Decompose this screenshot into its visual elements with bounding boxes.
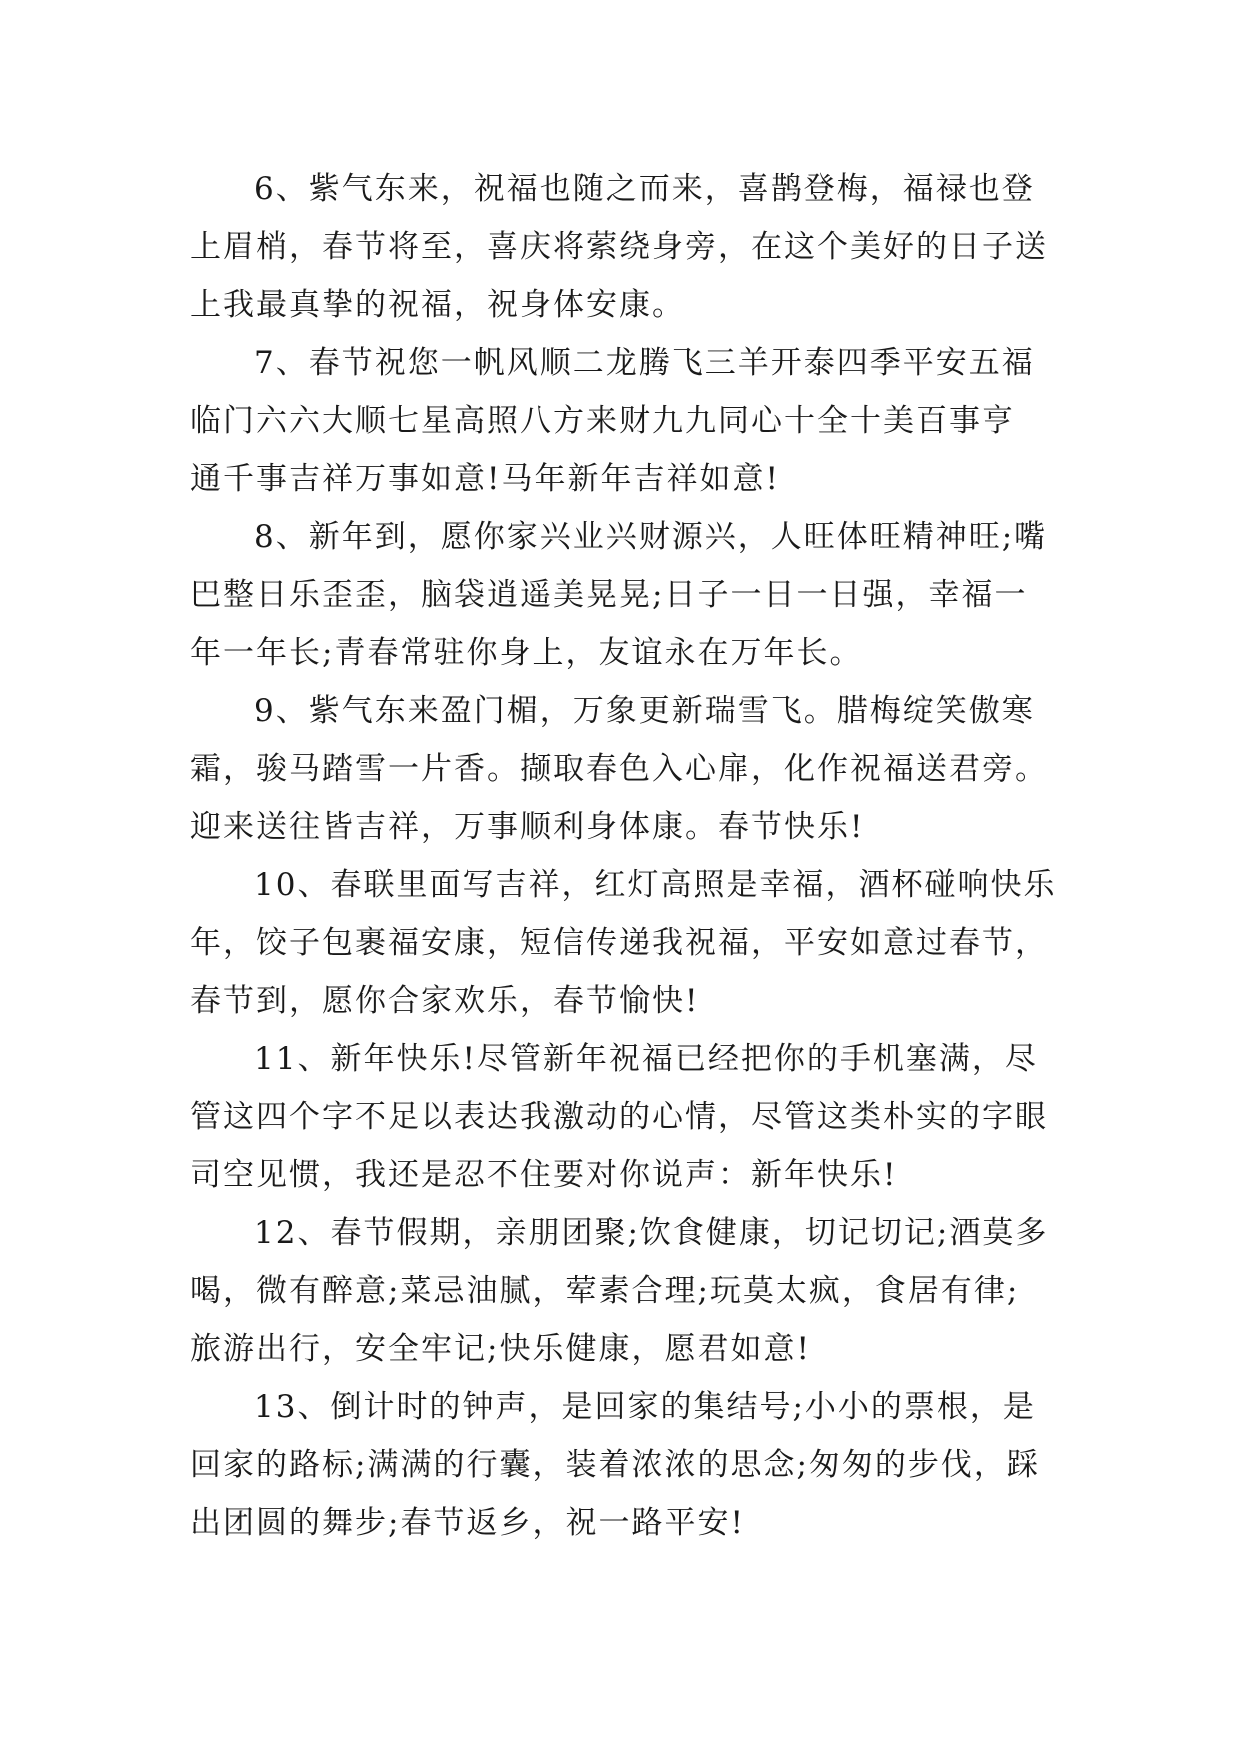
paragraph-line: 13、倒计时的钟声，是回家的集结号;小小的票根，是	[254, 1389, 1036, 1425]
paragraph-7	[190, 334, 1050, 508]
paragraph-line: 临门六六大顺七星高照八方来财九九同心十全十美百事亨	[190, 403, 1015, 439]
paragraph-line: 8、新年到，愿你家兴业兴财源兴，人旺体旺精神旺;嘴	[254, 519, 1048, 555]
paragraph-line: 旅游出行，安全牢记;快乐健康，愿君如意!	[190, 1331, 811, 1367]
paragraph-line: 11、新年快乐!尽管新年祝福已经把你的手机塞满，尽	[254, 1041, 1038, 1077]
paragraph-8	[190, 508, 1050, 682]
paragraph-13	[190, 1378, 1050, 1552]
paragraph-line: 年一年长;青春常驻你身上，友谊永在万年长。	[190, 635, 863, 671]
paragraph-line: 管这四个字不足以表达我激动的心情，尽管这类朴实的字眼	[190, 1099, 1048, 1135]
paragraph-6	[190, 160, 1050, 334]
paragraph-line: 巴整日乐歪歪，脑袋逍遥美晃晃;日子一日一日强，幸福一	[190, 577, 1028, 613]
paragraph-10	[190, 856, 1057, 1030]
paragraph-12	[190, 1204, 1050, 1378]
paragraph-line: 10、春联里面写吉祥，红灯高照是幸福，酒杯碰响快乐	[254, 867, 1057, 903]
paragraph-line: 12、春节假期，亲朋团聚;饮食健康，切记切记;酒莫多	[254, 1215, 1049, 1251]
paragraph-line: 喝，微有醉意;菜忌油腻，荤素合理;玩莫太疯，食居有律;	[190, 1273, 1020, 1309]
paragraph-line: 出团圆的舞步;春节返乡，祝一路平安!	[190, 1505, 745, 1541]
paragraph-9	[190, 682, 1050, 856]
paragraph-line: 通千事吉祥万事如意!马年新年吉祥如意!	[190, 461, 780, 497]
paragraph-line: 上眉梢，春节将至，喜庆将萦绕身旁，在这个美好的日子送	[190, 229, 1048, 265]
paragraph-line: 司空见惯，我还是忍不住要对你说声：新年快乐!	[190, 1157, 898, 1193]
paragraph-line: 回家的路标;满满的行囊，装着浓浓的思念;匆匆的步伐，踩	[190, 1447, 1040, 1483]
paragraph-line: 上我最真挚的祝福，祝身体安康。	[190, 287, 685, 323]
paragraph-line: 9、紫气东来盈门楣，万象更新瑞雪飞。腊梅绽笑傲寒	[254, 693, 1035, 729]
paragraph-11	[190, 1030, 1050, 1204]
paragraph-line: 迎来送往皆吉祥，万事顺利身体康。春节快乐!	[190, 809, 865, 845]
paragraph-line: 年，饺子包裹福安康，短信传递我祝福，平安如意过春节，	[190, 925, 1048, 961]
document-body	[190, 160, 1057, 1552]
paragraph-line: 7、春节祝您一帆风顺二龙腾飞三羊开泰四季平安五福	[254, 345, 1035, 381]
paragraph-line: 春节到，愿你合家欢乐，春节愉快!	[190, 983, 700, 1019]
paragraph-line: 霜，骏马踏雪一片香。撷取春色入心扉，化作祝福送君旁。	[190, 751, 1048, 787]
paragraph-line: 6、紫气东来，祝福也随之而来，喜鹊登梅，福禄也登	[254, 171, 1035, 207]
